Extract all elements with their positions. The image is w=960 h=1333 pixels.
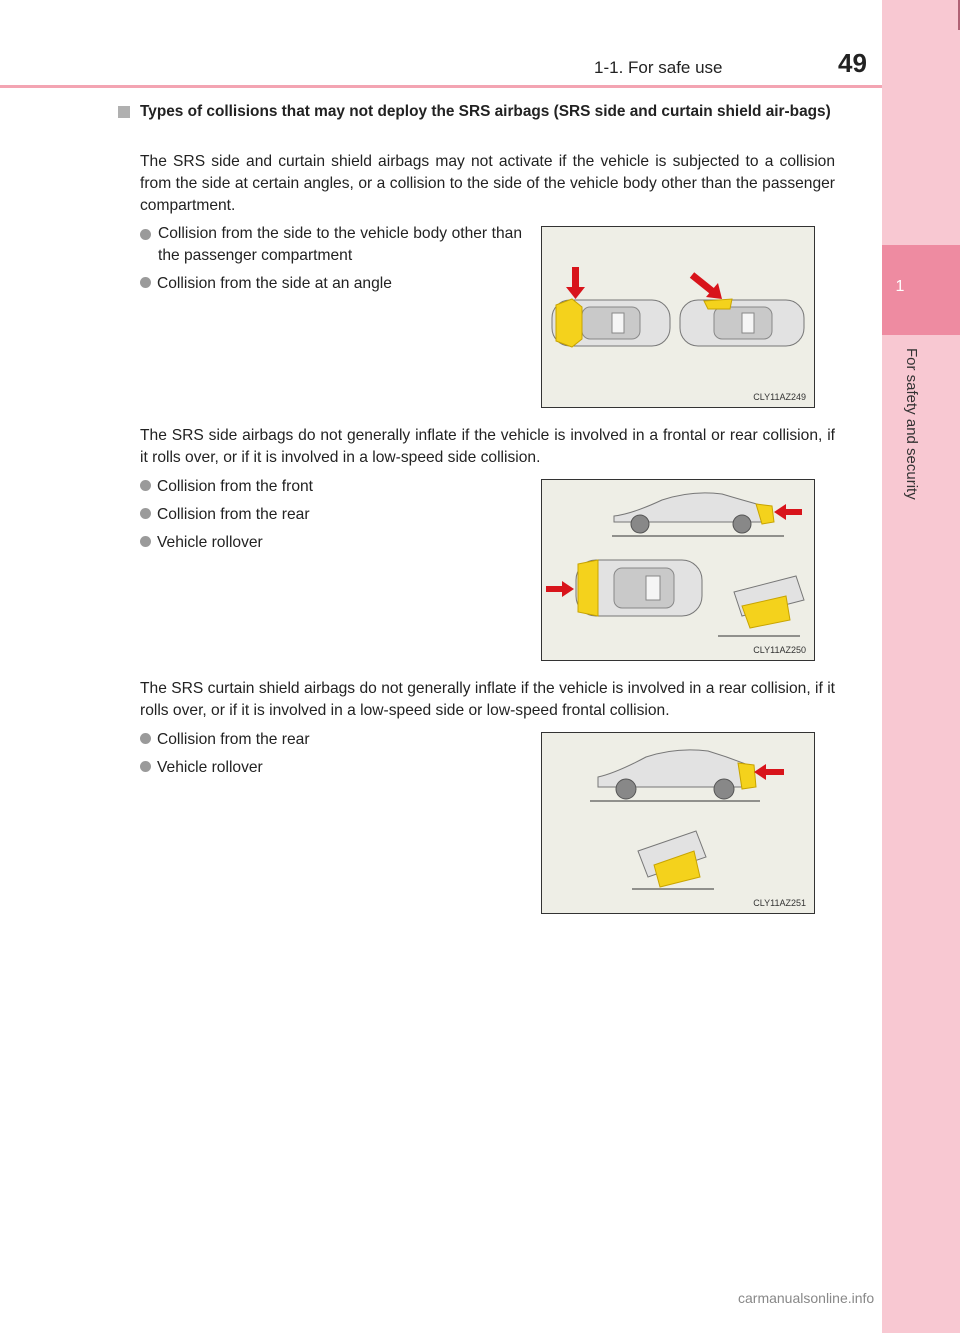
list-item	[140, 273, 392, 295]
list-item	[140, 757, 263, 779]
paragraph-curtain: The SRS curtain shield airbags do not generally inflate if the vehicle is involved in a rear collision, if it rolls over, or if it is involved in a low-speed side or low-speed frontal collision.	[140, 680, 835, 719]
bullet-icon	[140, 277, 151, 288]
chapter-side-tab	[882, 0, 960, 1333]
list-item-text: Collision from the side to the vehicle body other than the passenger compartment	[158, 225, 522, 264]
chapter-number: 1	[895, 278, 905, 295]
car-rollover-icon	[718, 576, 804, 636]
header-rule	[0, 85, 882, 88]
list-item-text: Vehicle rollover	[157, 759, 263, 776]
figure-code: CLY11AZ251	[753, 898, 806, 908]
arrow-left-icon	[774, 504, 802, 520]
front-rear-rollover-illustration	[542, 480, 814, 660]
figure-code: CLY11AZ250	[753, 645, 806, 655]
figure-front-rear-rollover	[541, 479, 815, 661]
figure-rear-rollover	[541, 732, 815, 914]
bullet-icon	[140, 508, 151, 519]
arrow-right-icon	[546, 581, 574, 597]
heading-square-icon	[118, 106, 130, 118]
car-sideview-icon	[612, 493, 784, 536]
car-topview-icon	[552, 299, 670, 347]
arrow-left-icon	[754, 764, 784, 780]
bullet-icon	[140, 761, 151, 772]
paragraph-side-curtain: The SRS side and curtain shield airbags may not activate if the vehicle is subjected to a collision from the side at certain angles, or a collision to the side of the vehicle body other than the passenger compartment.	[140, 153, 835, 214]
chapter-title: For safety and security	[903, 348, 920, 500]
section-title: 1-1. For safe use	[594, 58, 723, 77]
section-heading: Types of collisions that may not deploy the SRS airbags (SRS side and curtain shield air-bags)	[140, 103, 831, 120]
car-sideview-icon	[590, 750, 760, 801]
paragraph-side: The SRS side airbags do not generally inflate if the vehicle is involved in a frontal or rear collision, if it rolls over, or if it is involved in a low-speed side collision.	[140, 427, 835, 466]
rear-rollover-illustration	[542, 733, 814, 913]
figure-code: CLY11AZ249	[753, 392, 806, 402]
list-item	[140, 729, 310, 751]
side-collision-illustration	[542, 227, 814, 407]
bullet-icon	[140, 229, 151, 240]
bullet-icon	[140, 536, 151, 547]
list-item-text: Collision from the side at an angle	[157, 275, 392, 292]
list-item	[140, 504, 310, 526]
list-item-text: Collision from the rear	[157, 506, 310, 523]
list-item	[140, 532, 263, 554]
list-item-text: Collision from the rear	[157, 731, 310, 748]
list-item-text: Vehicle rollover	[157, 534, 263, 551]
bullet-icon	[140, 480, 151, 491]
arrow-down-icon	[566, 267, 585, 299]
bullet-icon	[140, 733, 151, 744]
list-item	[140, 223, 522, 267]
car-topview-icon	[680, 299, 804, 346]
figure-side-collision	[541, 226, 815, 408]
page-number: 49	[838, 48, 867, 78]
list-item-text: Collision from the front	[157, 478, 313, 495]
list-item	[140, 476, 313, 498]
footer-watermark: carmanualsonline.info	[738, 1290, 875, 1306]
car-rollover-icon	[632, 831, 714, 889]
arrow-diagonal-icon	[692, 275, 722, 299]
car-topview-icon	[576, 560, 702, 616]
